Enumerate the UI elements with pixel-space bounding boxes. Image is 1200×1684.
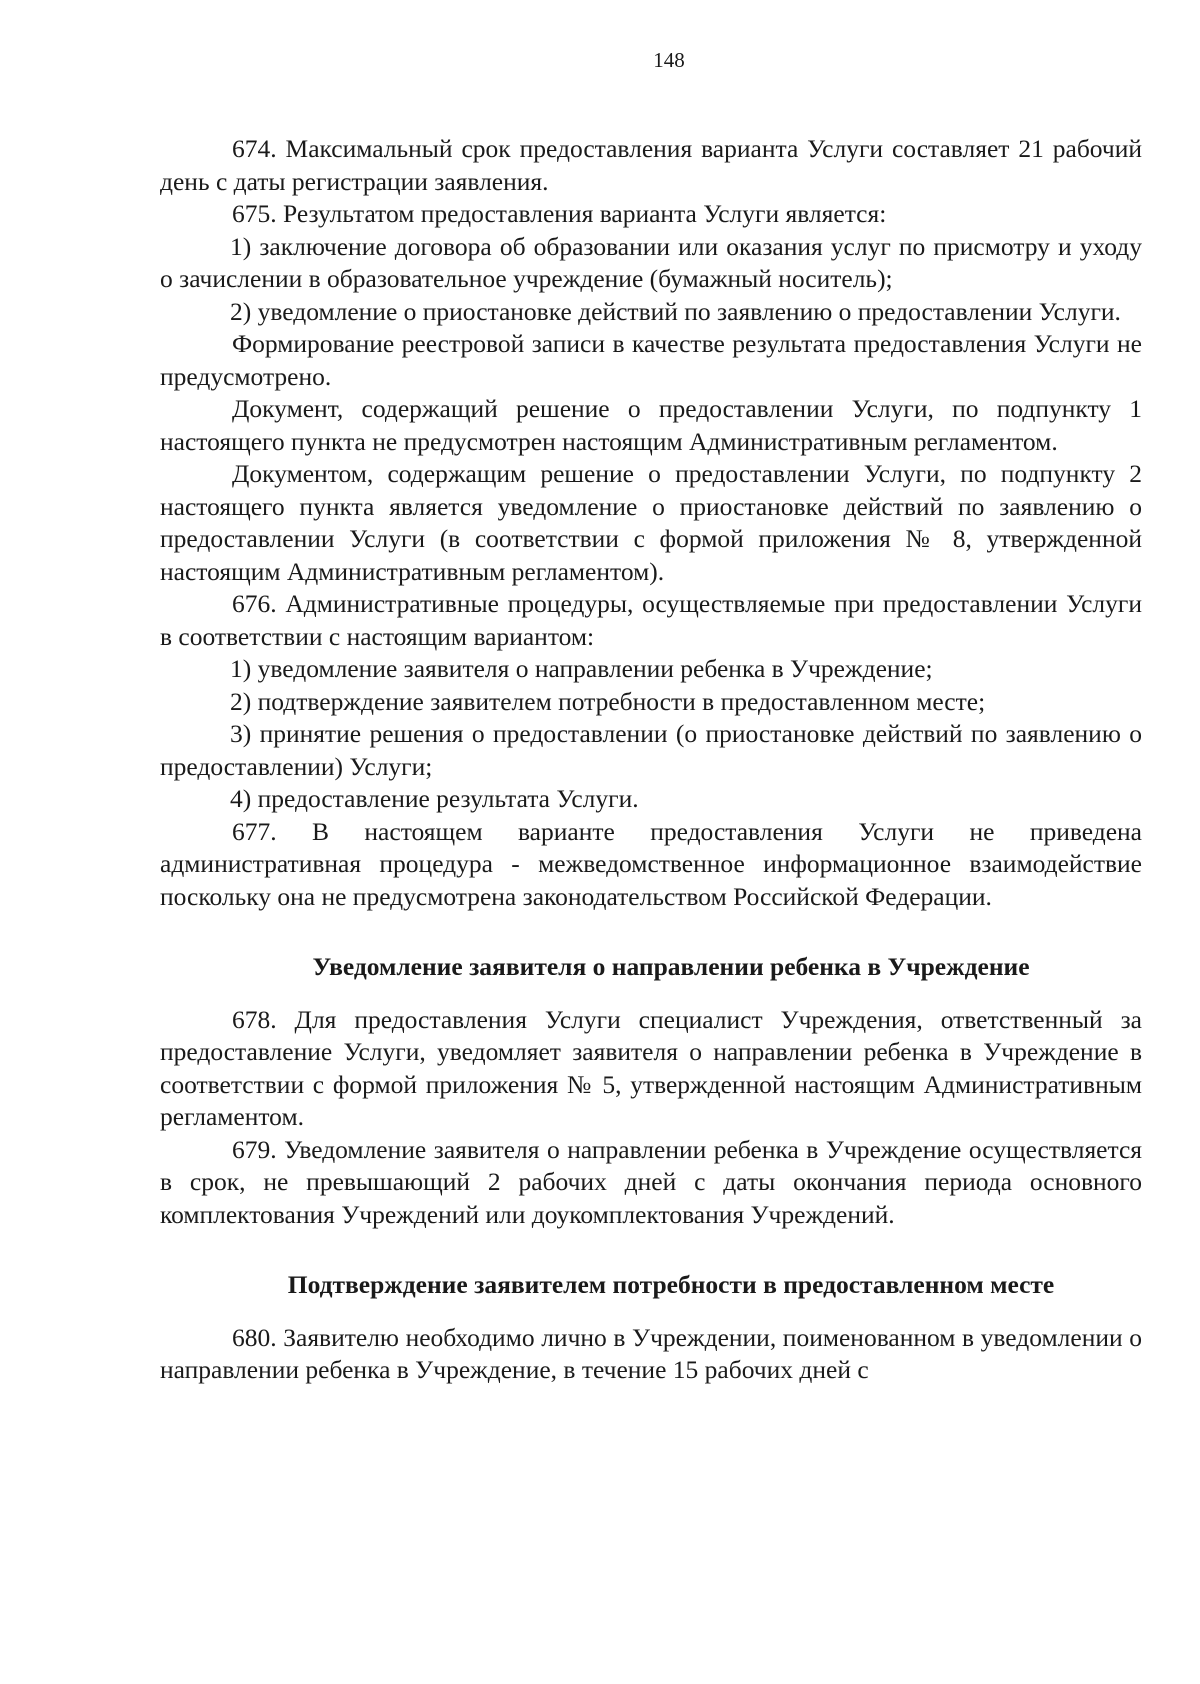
paragraph-678: 678. Для предоставления Услуги специалист Учреждения, ответственный за предоставление Услуги, уведомляет заявителя о направлении ребенка в Учреждение в соответствии с формой приложения № 5, утвержденной настоящим Административным регламентом. <box>160 1004 1142 1131</box>
paragraph-registry-record: Формирование реестровой записи в качестве результата предоставления Услуги не предусмотрено. <box>160 329 1142 391</box>
paragraph-677: 677. В настоящем варианте предоставления Услуги не приведена административная процедура - межведомственное информационное взаимодействие поскольку она не предусмотрена законодательством Российской Федерации. <box>160 816 1142 911</box>
paragraph-679: 679. Уведомление заявителя о направлении ребенка в Учреждение осуществляется в срок, не превышающий 2 рабочих дней с даты окончания периода основного комплектования Учреждений или доукомплектования Учреждений. <box>160 1134 1142 1229</box>
document-body <box>160 133 1142 1387</box>
paragraph-674: 674. Максимальный срок предоставления варианта Услуги составляет 21 рабочий день с даты регистрации заявления. <box>160 134 1142 196</box>
list-item-676-1: 1) уведомление заявителя о направлении ребенка в Учреждение; <box>230 654 933 683</box>
paragraph-document-subitem-2: Документом, содержащим решение о предоставлении Услуги, по подпункту 2 настоящего пункта является уведомление о приостановке действий по заявлению о предоставлении Услуги (в соответствии с формой приложения № 8, утвержденной настоящим Административным регламентом). <box>160 459 1142 586</box>
paragraph-680: 680. Заявителю необходимо лично в Учреждении, поименованном в уведомлении о направлении ребенка в Учреждение, в течение 15 рабочих дней с <box>160 1322 1142 1384</box>
list-item-676-3: 3) принятие решения о предоставлении (о приостановке действий по заявлению о предоставлении) Услуги; <box>160 719 1142 781</box>
section-heading-confirmation: Подтверждение заявителем потребности в предоставленном месте <box>287 1270 1055 1299</box>
list-item-676-4: 4) предоставление результата Услуги. <box>230 784 639 813</box>
list-item-675-1: 1) заключение договора об образовании или оказания услуг по присмотру и уходу о зачислении в образовательное учреждение (бумажный носитель); <box>160 231 1142 293</box>
list-item-676-2: 2) подтверждение заявителем потребности в предоставленном месте; <box>230 686 986 716</box>
section-heading-notification: Уведомление заявителя о направлении ребенка в Учреждение <box>312 952 1030 981</box>
paragraph-document-subitem-1: Документ, содержащий решение о предоставлении Услуги, по подпункту 1 настоящего пункта не предусмотрен настоящим Административным регламентом. <box>160 394 1142 456</box>
document-page <box>160 40 1142 1387</box>
list-item-675-2: 2) уведомление о приостановке действий по заявлению о предоставлении Услуги. <box>230 296 1121 326</box>
paragraph-675: 675. Результатом предоставления варианта Услуги является: <box>232 199 887 228</box>
paragraph-676: 676. Административные процедуры, осуществляемые при предоставлении Услуги в соответствии с настоящим вариантом: <box>160 589 1142 651</box>
page-number: 148 <box>653 48 685 72</box>
